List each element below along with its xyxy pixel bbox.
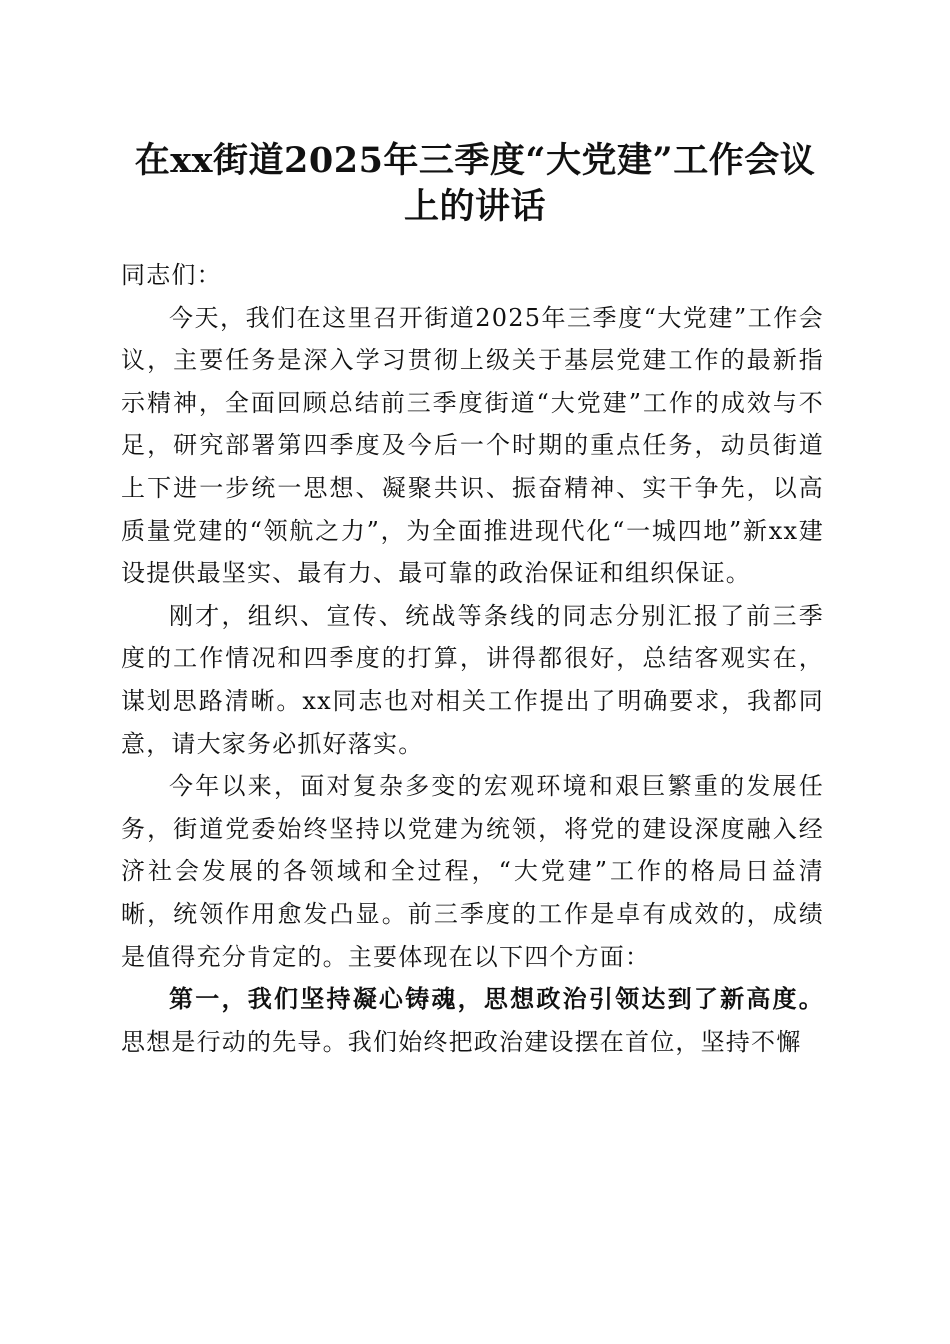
paragraph-point-one: [121, 978, 824, 1063]
document-title: [110, 138, 840, 230]
speech-body: [121, 254, 824, 1063]
point-one-text: 思想是行动的先导。我们始终把政治建设摆在首位，坚持不懈: [121, 1027, 802, 1056]
title-line-2: 上的讲话: [403, 186, 546, 227]
salutation: 同志们：: [121, 261, 222, 289]
paragraph-opening: 今天，我们在这里召开街道2025年三季度“大党建”工作会议，主要任务是深入学习贯彻上级关于基层党建工作的最新指示精神，全面回顾总结前三季度街道“大党建”工作的成效与不足，研究部署第四季度及今后一个时期的重点任务，动员街道上下进一步统一思想、凝聚共识、振奋精神、实干争先，以高质量党建的“领航之力”，为全面推进现代化“一城四地”新xx建设提供最坚实、最有力、最可靠的政治保证和组织保证。: [121, 303, 824, 588]
paragraph-reports: 刚才，组织、宣传、统战等条线的同志分别汇报了前三季度的工作情况和四季度的打算，讲得都很好，总结客观实在，谋划思路清晰。xx同志也对相关工作提出了明确要求，我都同意，请大家务必抓好落实。: [121, 601, 824, 758]
title-line-1: 在xx街道2025年三季度“大党建”工作会议: [134, 140, 816, 181]
paragraph-achievements: 今年以来，面对复杂多变的宏观环境和艰巨繁重的发展任务，街道党委始终坚持以党建为统领，将党的建设深度融入经济社会发展的各领域和全过程，“大党建”工作的格局日益清晰，统领作用愈发凸显。前三季度的工作是卓有成效的，成绩是值得充分肯定的。主要体现在以下四个方面：: [121, 772, 824, 971]
point-one-heading: 第一，我们坚持凝心铸魂，思想政治引领达到了新高度。: [169, 984, 824, 1014]
